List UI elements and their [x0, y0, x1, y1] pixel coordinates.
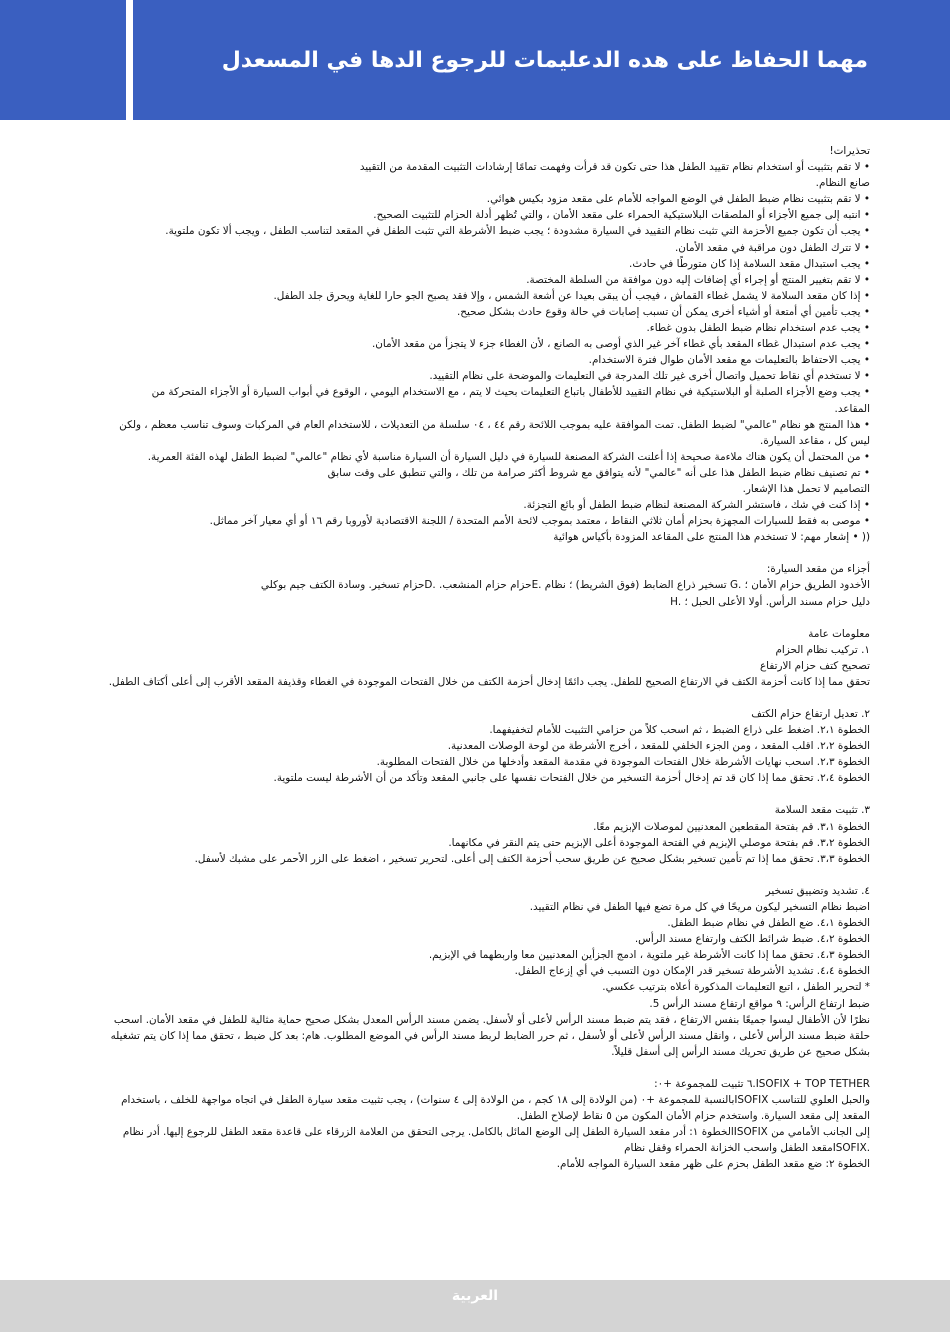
text-line: المقاعد.: [834, 402, 870, 415]
text-line: دليل حزام مسند الرأس. أولا الأعلى الحبل ؛ .H: [670, 595, 870, 608]
text-line: والحبل العلوي للتناسب ISOFIXبالنسبة للمجموعة +٠ (من الولادة إلى ١٨ كجم ، من الولادة إلى ٤ سنوات) ، يجب تثبيت مقعد سيارة الطفل في اتجاه مواجهة للخلف ، باستخدام: [121, 1093, 870, 1106]
text-line: إلى الجانب الأمامي من ISOFIXالخطوة ١: أدر مقعد السيارة الطفل إلى الوضع المائل بالكامل. يرجى التحقق من العلامة الزرقاء على قاعدة مقعد الطفل للرجوع إليها. أدر نظام: [122, 1126, 870, 1139]
text-line: • إذا كان مقعد السلامة لا يشمل غطاء القماش ، فيجب أن يبقى بعيدا عن أشعة الشمس ، وإلا فقد يصبح الجو حارا للغاية ويحرق جلد الطفل.: [273, 289, 870, 302]
text-line: .ISOFIXمقعد الطفل واسحب الخزانة الحمراء وقفل نظام: [624, 1142, 870, 1155]
text-line: الخطوة ٢،٢. اقلب المقعد ، ومن الجزء الخلفي للمقعد ، أخرج الأشرطة من لوحة الوصلات المعدنية.: [447, 740, 870, 753]
text-line: • لا تقم بتغيير المنتج أو إجراء أي إضافات إليه دون موافقة من السلطة المختصة.: [526, 273, 870, 286]
text-section: [90, 561, 870, 609]
text-section: [90, 706, 870, 786]
text-line: • يجب استبدال مقعد السلامة إذا كان متورطًا في حادث.: [629, 257, 870, 270]
text-line: • يجب عدم استبدال غطاء المقعد بأي غطاء آخر غير الذي أوصى به الصانع ، لأن الغطاء جزء لا يتجزأ من مقعد الأمان.: [371, 338, 870, 351]
text-line: • لا تقم بتثبيت نظام ضبط الطفل في الوضع المواجه للأمام على مقعد مزود بكيس هوائي.: [486, 193, 870, 206]
text-line: ISOFIX + TOP TETHER.٦ تثبيت للمجموعة +٠:: [654, 1077, 870, 1090]
text-line: • يجب عدم استخدام نظام ضبط الطفل بدون غطاء.: [646, 322, 870, 335]
text-line: الخطوة ٤،٤. تشديد الأشرطة تسخير قدر الإمكان دون التسبب في أي إزعاج الطفل.: [514, 965, 870, 978]
text-section: [90, 1076, 870, 1173]
text-line: نظرًا لأن الأطفال ليسوا جميعًا بنفس الارتفاع ، فقد يتم ضبط مسند الرأس لأعلى أو لأسفل. يضمن مسند الرأس المعدل بشكل صحيح حماية مثالية للطفل في مقعد الأمان. اسحب: [113, 1013, 870, 1026]
text-line: ليس كل ، مقاعد السيارة.: [760, 434, 870, 447]
text-line: • يجب وضع الأجزاء الصلبة أو البلاستيكية في نظام التقييد للأطفال باتباع التعليمات بحيث لا يتم ، مع الاستخدام اليومي ، الوقوع في أبواب السيارة أو الأجزاء المتحركة من: [151, 386, 870, 399]
text-line: • من المحتمل أن يكون هناك ملاءمة صحيحة إذا أعلنت الشركة المصنعة للسيارة في دليل السيارة أن السيارة مناسبة لأي نظام "عالمي" لضبط الطفل لهذه الفئة العمرية.: [147, 450, 870, 463]
text-line: ٤. تشديد وتضييق تسخير: [765, 884, 870, 897]
text-line: الخطوة ٤،١. ضع الطفل في نظام ضبط الطفل.: [667, 917, 870, 930]
text-line: الخطوة ٢: ضع مقعد الطفل بحزم على ظهر مقعد السيارة المواجه للأمام.: [556, 1158, 870, 1171]
text-line: المقعد إلى مقعد السيارة. واستخدم حزام الأمان المكون من ٥ نقاط لإصلاح الطفل.: [516, 1110, 870, 1123]
text-line: • انتبه إلى جميع الأجزاء أو الملصقات البلاستيكية الحمراء على مقعد الأمان ، والتي تُظهر أدلة الحزام للتثبيت الصحيح.: [373, 209, 870, 222]
text-line: • لا تترك الطفل دون مراقبة في مقعد الأمان.: [674, 241, 870, 254]
footer-language-label: العربية: [451, 1288, 499, 1304]
text-line: بشكل صحيح عن طريق تحريك مسند الرأس إلى أسفل قليلاً.: [611, 1045, 870, 1058]
document-body: [90, 143, 870, 1188]
text-line: الخطوة ٢،٣. اسحب نهايات الأشرطة خلال الفتحات الموجودة في مقدمة المقعد وأدخلها من خلال الفتحات المطلوبة.: [376, 756, 870, 769]
text-line: • تم تصنيف نظام ضبط الطفل هذا على أنه "عالمي" لأنه يتوافق مع شروط أكثر صرامة من تلك ، والتي تنطبق على وقت سابق: [327, 466, 870, 479]
text-line: ١. تركيب نظام الحزام: [775, 643, 870, 656]
header-bar: [0, 0, 950, 120]
text-line: الخطوة ٢،١. اضغط على ذراع الضبط ، ثم اسحب كلاً من حزامي التثبيت للأمام لتخفيفهما.: [489, 724, 870, 737]
text-line: (( • إشعار مهم: لا تستخدم هذا المنتج على المقاعد المزودة بأكياس هوائية: [553, 531, 870, 544]
text-line: • موصى به فقط للسيارات المجهزة بحزام أمان ثلاثي النقاط ، معتمد بموجب لائحة الأمم المتحدة / اللجنة الاقتصادية لأوروبا رقم ١٦ أو أي معيار آخر مماثل.: [209, 515, 870, 528]
text-line: • هذا المنتج هو نظام "عالمي" لضبط الطفل. تمت الموافقة عليه بموجب اللائحة رقم ٤٤ ، ٠٤ سلسلة من التعديلات ، للاستخدام العام في المركبات وسوف تناسب معظم ، ولكن: [119, 418, 870, 431]
text-line: ضبط ارتفاع الرأس: ٩ مواقع ارتفاع مسند الرأس 5.: [649, 997, 870, 1010]
text-line: الخطوة ٣،٣. تحقق مما إذا تم تأمين تسخير بشكل صحيح عن طريق سحب أحزمة الكتف إلى أعلى. لتحرير تسخير ، اضغط على الزر الأحمر على مشبك لأسفل.: [194, 852, 870, 865]
text-section: [90, 883, 870, 1060]
text-line: • لا تقم بتثبيت أو استخدام نظام تقييد الطفل هذا حتى تكون قد قرأت وفهمت تمامًا إرشادات التثبيت المقدمة من التقييد: [359, 161, 870, 174]
text-line: حلقة ضبط مسند الرأس لأعلى ، وانقل مسند الرأس لأعلى أو لأسفل ، ثم حرر الضابط لربط مسند الرأس في الموضع المطلوب. هام: بعد كل ضبط ، تحقق مما إذا كان يتم تشغيله: [110, 1029, 870, 1042]
text-line: الخطوة ٣،١. قم بفتحة المقطعين المعدنيين لموصلات الإبزيم معًا.: [593, 820, 870, 833]
text-line: • لا تستخدم أي نقاط تحميل واتصال أخرى غير تلك المدرجة في التعليمات والموضحة على نظام التقييد.: [429, 370, 870, 383]
text-line: ٣. تثبيت مقعد السلامة: [774, 804, 870, 817]
text-line: الخطوة ٤،٣. تحقق مما إذا كانت الأشرطة غير ملتوية ، ادمج الجزأين المعدنيين معا واربطهما في الإبزيم.: [428, 949, 870, 962]
text-line: • يجب الاحتفاظ بالتعليمات مع مقعد الأمان طوال فترة الاستخدام.: [588, 354, 870, 367]
text-line: • إذا كنت في شك ، فاستشر الشركة المصنعة لنظام ضبط الطفل أو بائع التجزئة.: [523, 499, 870, 512]
text-line: ٢. تعديل ارتفاع حزام الكتف: [751, 708, 870, 720]
text-line: الخطوة ٤،٢. ضبط شرائط الكتف وارتفاع مسند الرأس.: [634, 933, 870, 946]
text-line: الخطوة ٢،٤. تحقق مما إذا كان قد تم إدخال أحزمة التسخير من خلال الفتحات نفسها على جانبي المقعد وتأكد من أن الأشرطة ليست ملتوية.: [273, 772, 870, 785]
text-line: * لتحرير الطفل ، اتبع التعليمات المذكورة أعلاه بترتيب عكسي.: [602, 981, 870, 994]
text-line: • يجب أن تكون جميع الأحزمة التي تثبت نظام التقييد في السيارة مشدودة ؛ يجب ضبط الأشرطة التي تثبت الطفل في المقعد لتناسب الطفل ، ويجب ألا تكون ملتوية.: [165, 225, 870, 238]
text-section: [90, 143, 870, 545]
text-line: معلومات عامة: [808, 627, 870, 640]
text-line: أجزاء من مقعد السيارة:: [766, 563, 870, 576]
text-line: تصحيح كتف حزام الارتفاع: [759, 659, 870, 672]
text-line: التصاميم لا تحمل هذا الإشعار.: [742, 482, 870, 495]
page-title: مهما الحفاظ على هده الدعليمات للرجوع الدها في المسعدل: [221, 48, 868, 73]
text-line: تحذيرات!: [829, 145, 870, 157]
text-line: صانع النظام.: [815, 177, 870, 190]
text-line: اضبط نظام التسخير ليكون مريحًا في كل مرة تضع فيها الطفل في نظام التقييد.: [529, 900, 870, 913]
text-section: [90, 626, 870, 690]
text-line: تحقق مما إذا كانت أحزمة الكتف في الارتفاع الصحيح للطفل. يجب دائمًا إدخال أحزمة الكتف من خلال الفتحات الموجودة في الغطاء وقذيفة المقعد الأقرب إلى أعلى أكتاف الطفل.: [108, 675, 870, 688]
text-line: الخطوة ٣،٢. قم بفتحة موصلي الإبزيم في الفتحة الموجودة أعلى الإبزيم حتى يتم النقر في مكانهما.: [448, 836, 870, 849]
text-section: [90, 802, 870, 866]
text-line: • يجب تأمين أي أمتعة أو أشياء أخرى يمكن أن تسبب إصابات في حالة وقوع حادث بشكل صحيح.: [456, 305, 870, 318]
text-line: الأخدود الطريق حزام الأمان ؛ .G تسخير ذراع الضابط (فوق الشريط) ؛ نظام .Eحزام حزام المنشعب. .Dحزام تسخير. وسادة الكتف جيم بوكلي: [260, 579, 870, 592]
footer-bar: [0, 1280, 950, 1332]
header-accent-block: [0, 0, 126, 120]
